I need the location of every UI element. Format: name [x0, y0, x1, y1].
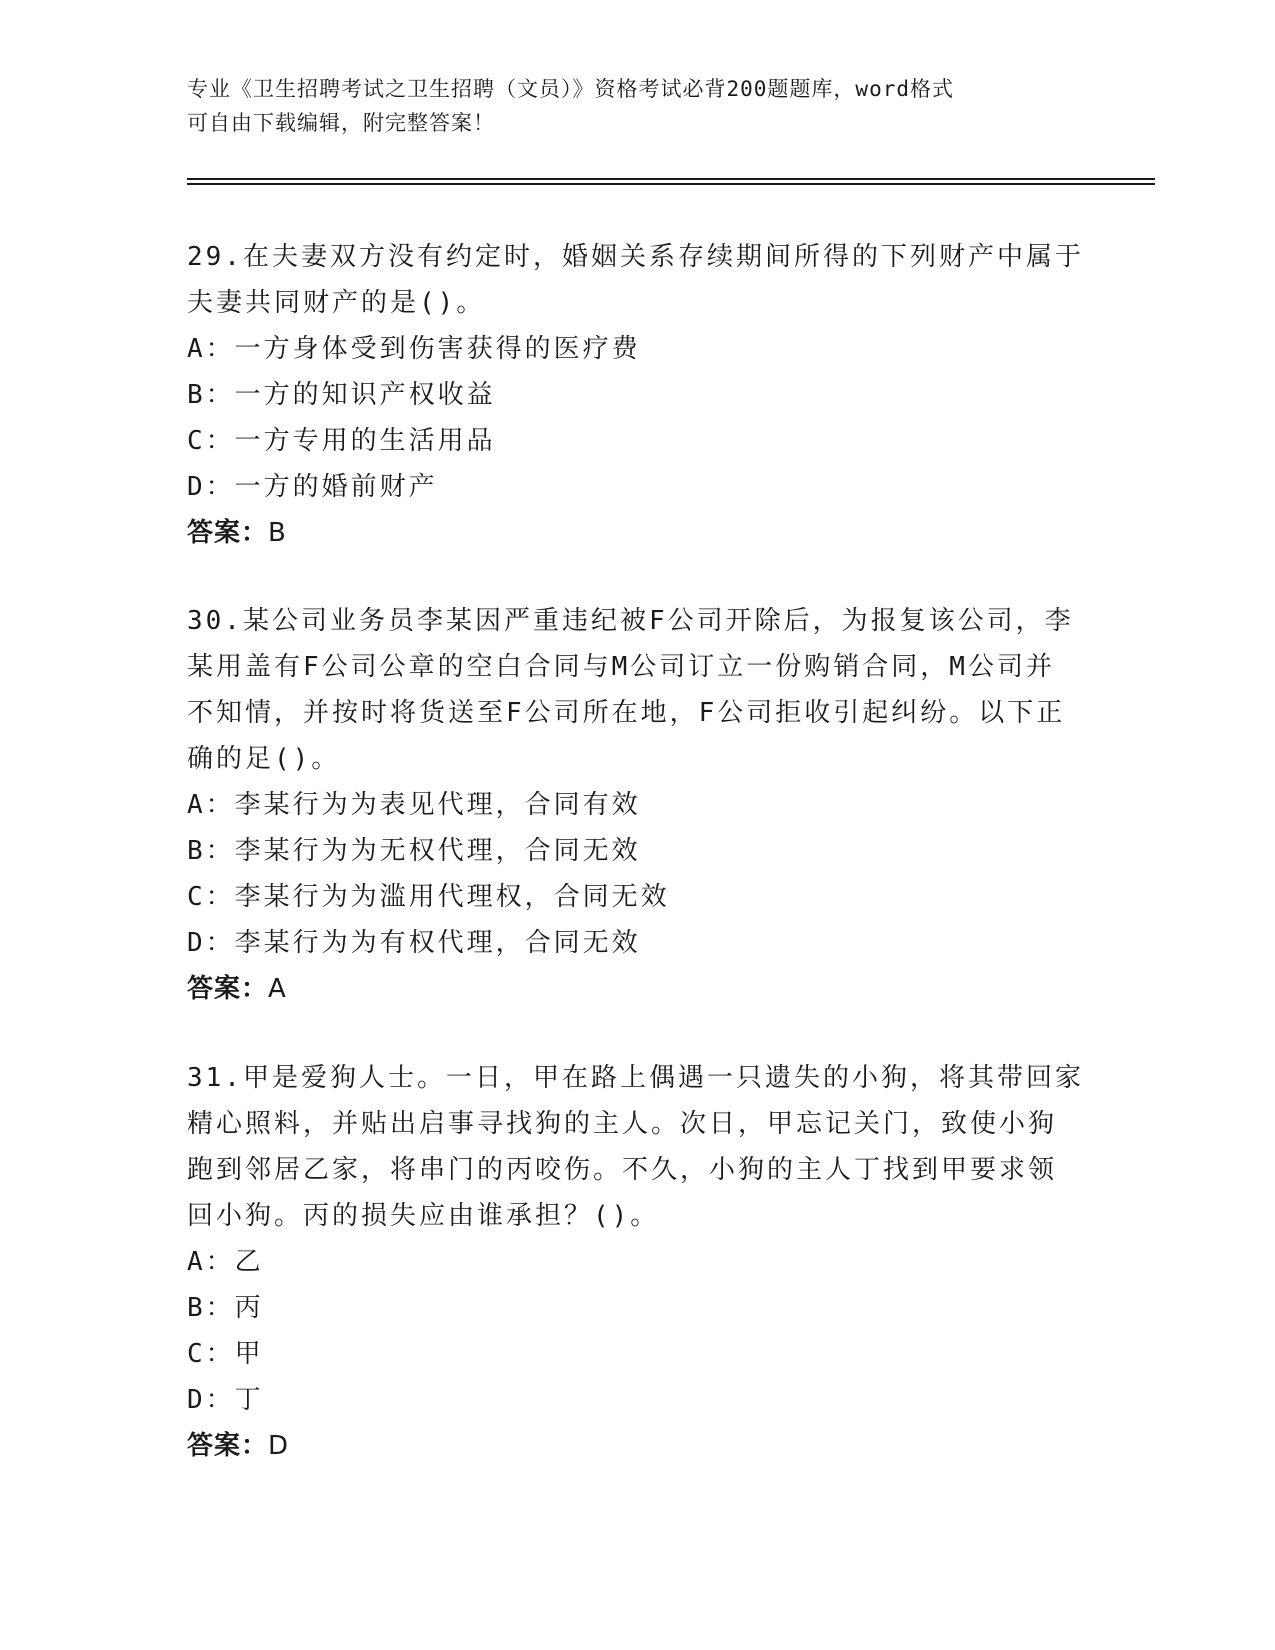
question-stem-line: 确的足()。 — [187, 744, 341, 774]
header-line-2: 可自由下载编辑，附完整答案！ — [187, 111, 495, 135]
answer-label: 答案： — [187, 1431, 269, 1461]
answer-value: D — [268, 1431, 290, 1461]
question-stem-line: 跑到邻居乙家，将串门的丙咬伤。不久，小狗的主人丁找到甲要求领 — [187, 1155, 1058, 1185]
document-header — [187, 72, 1077, 140]
question-stem-line: 夫妻共同财产的是()。 — [187, 288, 486, 318]
option-b: B：李某行为为无权代理，合同无效 — [187, 836, 641, 866]
option-c: C：一方专用的生活用品 — [187, 426, 496, 456]
question-stem-line: 某用盖有F公司公章的空白合同与M公司订立一份购销合同，M公司并 — [187, 652, 1055, 682]
answer-value: A — [268, 974, 287, 1004]
header-divider-top — [187, 178, 1155, 180]
option-b: B：丙 — [187, 1293, 264, 1323]
answer-label: 答案： — [187, 518, 269, 548]
option-d: D：丁 — [187, 1385, 264, 1415]
option-b: B：一方的知识产权收益 — [187, 380, 496, 410]
option-a: A：李某行为为表见代理，合同有效 — [187, 790, 641, 820]
answer-line — [187, 1423, 1087, 1469]
answer-line — [187, 966, 1087, 1012]
option-d: D：李某行为为有权代理，合同无效 — [187, 928, 641, 958]
question-31 — [187, 1055, 1087, 1469]
answer-line — [187, 510, 1087, 556]
header-divider-bottom — [187, 183, 1155, 185]
header-line-1: 专业《卫生招聘考试之卫生招聘（文员）》资格考试必背200题题库，word格式 — [187, 77, 954, 101]
question-stem-line: 31.甲是爱狗人士。一日，甲在路上偶遇一只遗失的小狗，将其带回家 — [187, 1063, 1084, 1093]
question-stem-line: 精心照料，并贴出启事寻找狗的主人。次日，甲忘记关门，致使小狗 — [187, 1109, 1058, 1139]
answer-value: B — [268, 518, 287, 548]
question-stem-line: 30.某公司业务员李某因严重违纪被F公司开除后，为报复该公司，李 — [187, 606, 1074, 636]
option-d: D：一方的婚前财产 — [187, 472, 438, 502]
question-stem-line: 回小狗。丙的损失应由谁承担？()。 — [187, 1201, 660, 1231]
option-c: C：甲 — [187, 1339, 264, 1369]
question-30 — [187, 598, 1087, 1012]
option-c: C：李某行为为滥用代理权，合同无效 — [187, 882, 670, 912]
question-stem-line: 29.在夫妻双方没有约定时，婚姻关系存续期间所得的下列财产中属于 — [187, 242, 1084, 272]
question-29 — [187, 234, 1087, 556]
option-a: A：一方身体受到伤害获得的医疗费 — [187, 334, 641, 364]
question-stem-line: 不知情，并按时将货送至F公司所在地，F公司拒收引起纠纷。以下正 — [187, 698, 1066, 728]
option-a: A：乙 — [187, 1247, 264, 1277]
answer-label: 答案： — [187, 974, 269, 1004]
